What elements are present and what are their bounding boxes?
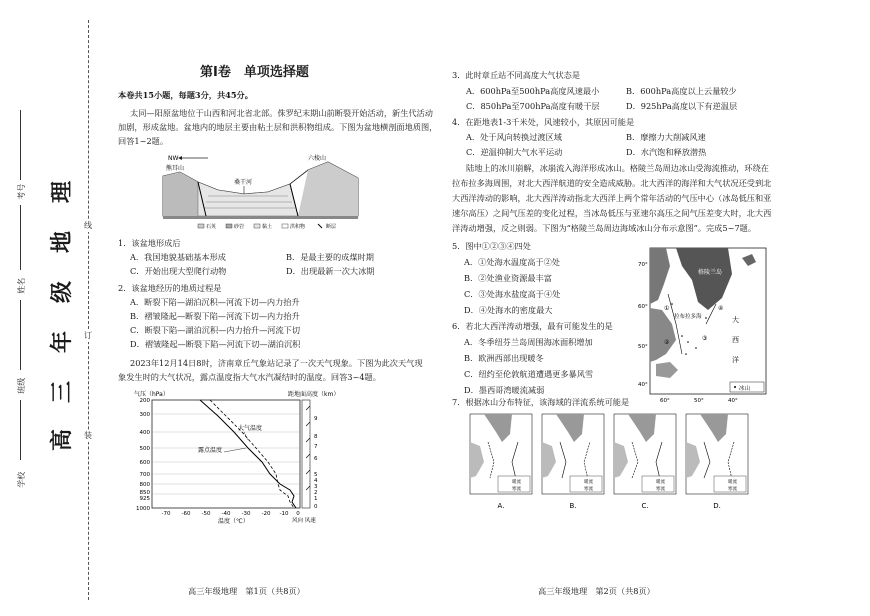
dew-point-label: 露点温度 — [198, 447, 223, 454]
map-ocean-2: 西 — [732, 336, 739, 344]
current-map-a — [470, 414, 532, 494]
greenland-iceberg-map — [636, 244, 768, 404]
q2-option-b[interactable]: B．褶皱隆起—断裂下陷—河流下切—内力抬升 — [130, 311, 300, 321]
q4-option-b[interactable]: B．摩擦力大削减风速 — [626, 132, 706, 142]
q7-option-b[interactable]: B. — [569, 502, 577, 510]
map-ice-legend: 冰山 — [739, 386, 751, 392]
svg-text:700: 700 — [139, 472, 150, 478]
class-line — [20, 300, 21, 370]
class-label: 班级 — [17, 377, 27, 394]
svg-text:-10: -10 — [279, 511, 289, 517]
q1-option-a[interactable]: A．我国地貌基础基本形成 — [130, 252, 226, 262]
dash-label-3: 线 — [84, 221, 92, 230]
svg-text:-20: -20 — [261, 511, 271, 517]
q5-stem: 5．图中①②③④四处 — [452, 241, 531, 251]
q5-option-d[interactable]: D．④处海水的密度最大 — [464, 305, 553, 315]
dash-label-2: 订 — [84, 331, 92, 340]
passage2-line1: 2023年12月14日8时，济南章丘气象站记录了一次天气现象。下图为此次天气现 — [130, 358, 423, 368]
q1-option-b[interactable]: B．是最主要的成煤时期 — [286, 252, 374, 262]
svg-text:600: 600 — [139, 460, 150, 466]
current-option-maps — [468, 412, 752, 516]
q7-option-c[interactable]: C. — [641, 502, 649, 510]
passage3-line4: 速尔高压）之间气压差的变化过程，当冰岛低压与亚速尔高压之间气压差变大时，北大西 — [452, 208, 772, 218]
current-map-b — [542, 414, 604, 494]
q7-option-a[interactable]: A. — [497, 502, 505, 510]
svg-text:850: 850 — [139, 490, 150, 496]
passage2-line2: 象发生时的大气状况，露点温度指大气水汽凝结时的温度。回答3~4题。 — [118, 372, 381, 382]
passage3-line1: 陆地上的冰川崩解，冰崩流入海洋形成冰山。格陵兰岛周边冰山受海流推动，环绕在 — [466, 163, 769, 173]
svg-text:9: 9 — [314, 416, 318, 422]
q3-option-b[interactable]: B．600hPa高度以上云量较少 — [626, 86, 737, 96]
map-a-legend-cold: 寒流 — [512, 487, 521, 492]
svg-text:0: 0 — [314, 504, 318, 510]
fig2-yr-label: 距地面高度（km） — [288, 391, 340, 398]
q1-option-d[interactable]: D．出现最新一次大冰期 — [286, 266, 375, 276]
river-label: 桑干河 — [234, 179, 253, 186]
dash-label-1: 装 — [84, 431, 92, 440]
svg-text:400: 400 — [139, 430, 150, 436]
q5-option-a[interactable]: A．①处海水温度高于②处 — [464, 257, 560, 267]
current-map-c — [614, 414, 676, 494]
mt1-label: 熊耳山 — [166, 165, 185, 172]
footer-right: 高三年级地理 第2页（共8页） — [538, 586, 655, 596]
svg-text:300: 300 — [139, 412, 150, 418]
map-b-legend-cold: 寒流 — [584, 487, 593, 492]
section-title: 第Ⅰ卷 单项选择题 — [200, 65, 309, 80]
binding-dashed-line — [88, 20, 89, 600]
map-lon40: 40° — [728, 398, 738, 404]
q6-option-c[interactable]: C．纽约至伦敦航道遭遇更多暴风雪 — [464, 369, 594, 379]
svg-text:1: 1 — [314, 496, 318, 502]
name-label: 姓名 — [17, 277, 27, 294]
q1-stem: 1．该盆地形成后 — [118, 238, 181, 248]
q6-option-a[interactable]: A．冬季纽芬兰岛周围海冰面积增加 — [464, 337, 593, 347]
map-b-legend-warm: 暖流 — [584, 480, 593, 485]
legend-quartz: 石英 — [206, 224, 217, 230]
svg-text:8: 8 — [314, 434, 318, 440]
legend-alluvium: 洪积物 — [290, 224, 306, 230]
svg-text:3: 3 — [314, 484, 318, 490]
svg-text:6: 6 — [314, 456, 318, 462]
wind-label: 风向 风速 — [292, 518, 316, 524]
basin-cross-section — [158, 148, 368, 232]
q4-option-c[interactable]: C．逆温抑制大气水平运动 — [466, 147, 563, 157]
footer-left: 高三年级地理 第1页（共8页） — [188, 586, 305, 596]
map-greenland: 格陵兰岛 — [698, 269, 723, 276]
q4-option-a[interactable]: A．处于风向转换过渡区域 — [466, 132, 562, 142]
map-num-3: ③ — [702, 335, 708, 342]
mt2-label: 六棱山 — [308, 155, 327, 162]
binding-margin — [0, 0, 100, 616]
map-num-4: ④ — [718, 305, 724, 312]
map-ocean-3: 洋 — [732, 356, 739, 364]
map-d-legend-warm: 暖流 — [728, 480, 737, 485]
svg-text:-50: -50 — [201, 511, 211, 517]
svg-text:1000: 1000 — [136, 506, 150, 512]
map-lat60: 60° — [638, 304, 648, 310]
map-lat70: 70° — [638, 262, 648, 268]
fig2-xlabel: 温度（℃） — [218, 518, 249, 524]
q2-option-d[interactable]: D．褶皱隆起—断裂下陷—河流下切—湖泊沉积 — [130, 339, 301, 349]
q2-option-a[interactable]: A．断裂下陷—湖泊沉积—河流下切—内力抬升 — [130, 297, 300, 307]
q6-option-b[interactable]: B．欧洲西部出现暖冬 — [464, 353, 544, 363]
legend-fault: 断层 — [326, 224, 337, 230]
svg-text:800: 800 — [139, 482, 150, 488]
map-ocean-1: 大 — [732, 316, 739, 324]
name-line — [20, 205, 21, 270]
q3-stem: 3．此时章丘站不同高度大气状态是 — [452, 70, 581, 80]
q2-option-c[interactable]: C．断裂下陷—湖泊沉积—内力抬升—河流下切 — [130, 325, 301, 335]
svg-text:500: 500 — [139, 446, 150, 452]
svg-text:-70: -70 — [161, 511, 171, 517]
examno-label: 考号 — [17, 183, 27, 200]
examno-line — [20, 110, 21, 180]
q5-option-b[interactable]: B．②处渔业资源最丰富 — [464, 273, 552, 283]
q3-option-d[interactable]: D．925hPa高度以下有逆温层 — [626, 101, 738, 111]
map-a-legend-warm: 暖流 — [512, 480, 521, 485]
q1-option-c[interactable]: C．开始出现大型爬行动物 — [130, 266, 227, 276]
passage1-line3: 回答1~2题。 — [118, 136, 169, 146]
fig2-ylabel: 气压（hPa） — [134, 391, 169, 398]
legend-clay: 黏土 — [262, 224, 273, 230]
nw-label: NW — [168, 155, 179, 162]
sounding-diagram — [130, 386, 370, 524]
map-lon60: 60° — [660, 398, 670, 404]
passage1-line1: 太同—阳原盆地位于山西和河北省北部。侏罗纪末期山前断裂开始活动，新生代活动 — [130, 108, 433, 118]
map-d-legend-cold: 寒流 — [728, 487, 737, 492]
legend-sandstone: 砂岩 — [234, 224, 245, 230]
q7-stem: 7．根据冰山分布特征，该海域的洋流系统可能是 — [452, 397, 630, 407]
map-lon50: 50° — [694, 398, 704, 404]
q2-stem: 2．该盆地经历的地质过程是 — [118, 283, 222, 293]
map-lat50: 50° — [638, 344, 648, 350]
air-temp-label: 大气温度 — [238, 425, 263, 432]
svg-text:-60: -60 — [181, 511, 191, 517]
svg-text:-40: -40 — [221, 511, 231, 517]
school-line — [20, 400, 21, 460]
svg-text:200: 200 — [139, 398, 150, 404]
map-num-1: ① — [664, 305, 670, 312]
svg-text:5: 5 — [314, 472, 318, 478]
q5-option-c[interactable]: C．③处海水盐度高于④处 — [464, 289, 561, 299]
grade-char-6: 理 — [49, 180, 76, 203]
map-lat40: 40° — [638, 382, 648, 388]
passage3-line3: 大西洋涛动的影响，北大西洋涛动指北大西洋上两个常年活动的气压中心（冰岛低压和亚 — [452, 193, 772, 203]
grade-char-5: 地 — [49, 230, 76, 253]
passage3-line2: 拉布拉多海周围，对北大西洋航道的安全造成威胁。北大西洋的海洋和大气状况还受到北 — [452, 178, 772, 188]
svg-text:0: 0 — [296, 511, 300, 517]
svg-text:7: 7 — [314, 444, 318, 450]
section-intro: 本卷共15小题，每题3分，共45分。 — [118, 90, 253, 100]
grade-char-1: 高 — [49, 428, 76, 451]
q3-option-a[interactable]: A．600hPa至500hPa高度风速最小 — [466, 86, 600, 96]
grade-char-2: 三 — [49, 380, 76, 403]
current-map-d — [686, 414, 748, 494]
grade-char-4: 级 — [49, 280, 76, 303]
school-label: 学校 — [17, 471, 27, 488]
q7-option-d[interactable]: D. — [713, 502, 721, 510]
svg-text:4: 4 — [314, 478, 318, 484]
map-num-2: ② — [664, 339, 670, 346]
q3-option-c[interactable]: C．850hPa至700hPa高度有暖干层 — [466, 101, 600, 111]
q4-option-d[interactable]: D．水汽饱和释放潜热 — [626, 147, 707, 157]
map-labrador: 拉布拉多海 — [674, 314, 702, 320]
svg-text:-30: -30 — [241, 511, 251, 517]
q6-option-d[interactable]: D．墨西哥湾暖流减弱 — [464, 385, 545, 395]
q4-stem: 4．在距地表1-3千米处，风速较小，其原因可能是 — [452, 117, 635, 127]
grade-char-3: 年 — [49, 330, 76, 353]
passage1-line2: 加剧，形成盆地。盆地内的地层主要由粘土层和洪积物组成。下图为盆地横剖面地质图， — [118, 122, 438, 132]
map-c-legend-cold: 寒流 — [656, 487, 665, 492]
passage3-line5: 洋涛动增强，反之则弱。下图为“格陵兰岛周边海域冰山分布示意图”。完成5~7题。 — [452, 223, 757, 233]
svg-text:925: 925 — [139, 496, 150, 502]
svg-text:2: 2 — [314, 490, 318, 496]
q6-stem: 6．若北大西洋涛动增强，最有可能发生的是 — [452, 321, 613, 331]
map-c-legend-warm: 暖流 — [656, 480, 665, 485]
